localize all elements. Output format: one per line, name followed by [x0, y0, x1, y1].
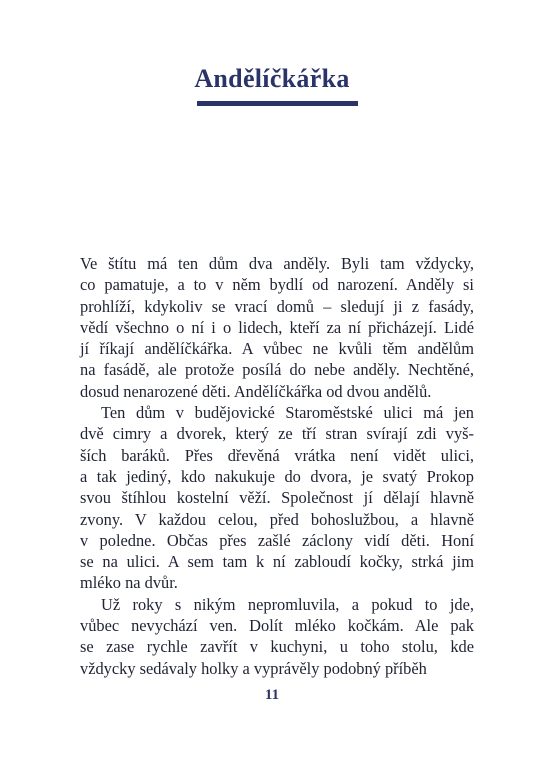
text-line: Ve štítu má ten dům dva anděly. Byli tam vždycky, — [80, 254, 474, 273]
chapter-title: Andělíčkářka — [194, 64, 350, 93]
paragraph — [80, 253, 474, 402]
text-line: prohlíží, kdykoliv se vrací domů – sledují ji z fasády, — [80, 296, 474, 316]
text-line: se na ulici. A sem tam k ní zabloudí kočky, strká jim — [80, 552, 474, 572]
paragraph — [80, 594, 474, 679]
text-line: Už roky s nikým nepromluvila, a pokud to jde, — [101, 594, 474, 614]
text-line: vůbec nevychází ven. Dolít mléko kočkám. Ale pak — [80, 616, 474, 636]
title-underline — [197, 101, 358, 106]
text-line: na fasádě, ale protože posílá do nebe anděly. Nechtěné, — [80, 360, 474, 380]
text-line: vždycky sedávaly holky a vyprávěly podobný příběh — [80, 658, 427, 678]
text-line: co pamatuje, a to v něm bydlí od narození. Anděly si — [80, 275, 474, 295]
text-line: dosud nenarozené děti. Andělíčkářka od dvou andělů. — [80, 381, 432, 401]
text-line: svou štíhlou kostelní věží. Společnost jí dělají hlavně — [80, 488, 474, 508]
text-line: Ten dům v budějovické Staroměstské ulici má jen — [101, 403, 474, 423]
paragraph — [80, 402, 474, 594]
text-line: mléko na dvůr. — [80, 573, 178, 593]
text-line: vědí všechno o ní i o lidech, kteří za ní přicházejí. Lidé — [80, 317, 474, 337]
text-line: jí říkají andělíčkářka. A vůbec ne kvůli těm andělům — [80, 339, 474, 359]
text-line: ších baráků. Přes dřevěná vrátka není vidět ulici, — [80, 445, 474, 465]
text-line: zvony. V každou celou, před bohoslužbou, a hlavně — [80, 509, 474, 529]
text-line: a tak jediný, kdo nakukuje do dvora, je svatý Prokop — [80, 466, 474, 486]
text-line: se zase rychle zavřít v kuchyni, u toho stolu, kde — [80, 637, 474, 657]
body-text — [80, 253, 474, 679]
page-number: 11 — [264, 687, 280, 703]
text-line: v poledne. Občas přes zašlé záclony vidí děti. Honí — [80, 530, 474, 550]
text-line: dvě cimry a dvorek, který ze tří stran svírají zdi vyš- — [80, 424, 474, 444]
